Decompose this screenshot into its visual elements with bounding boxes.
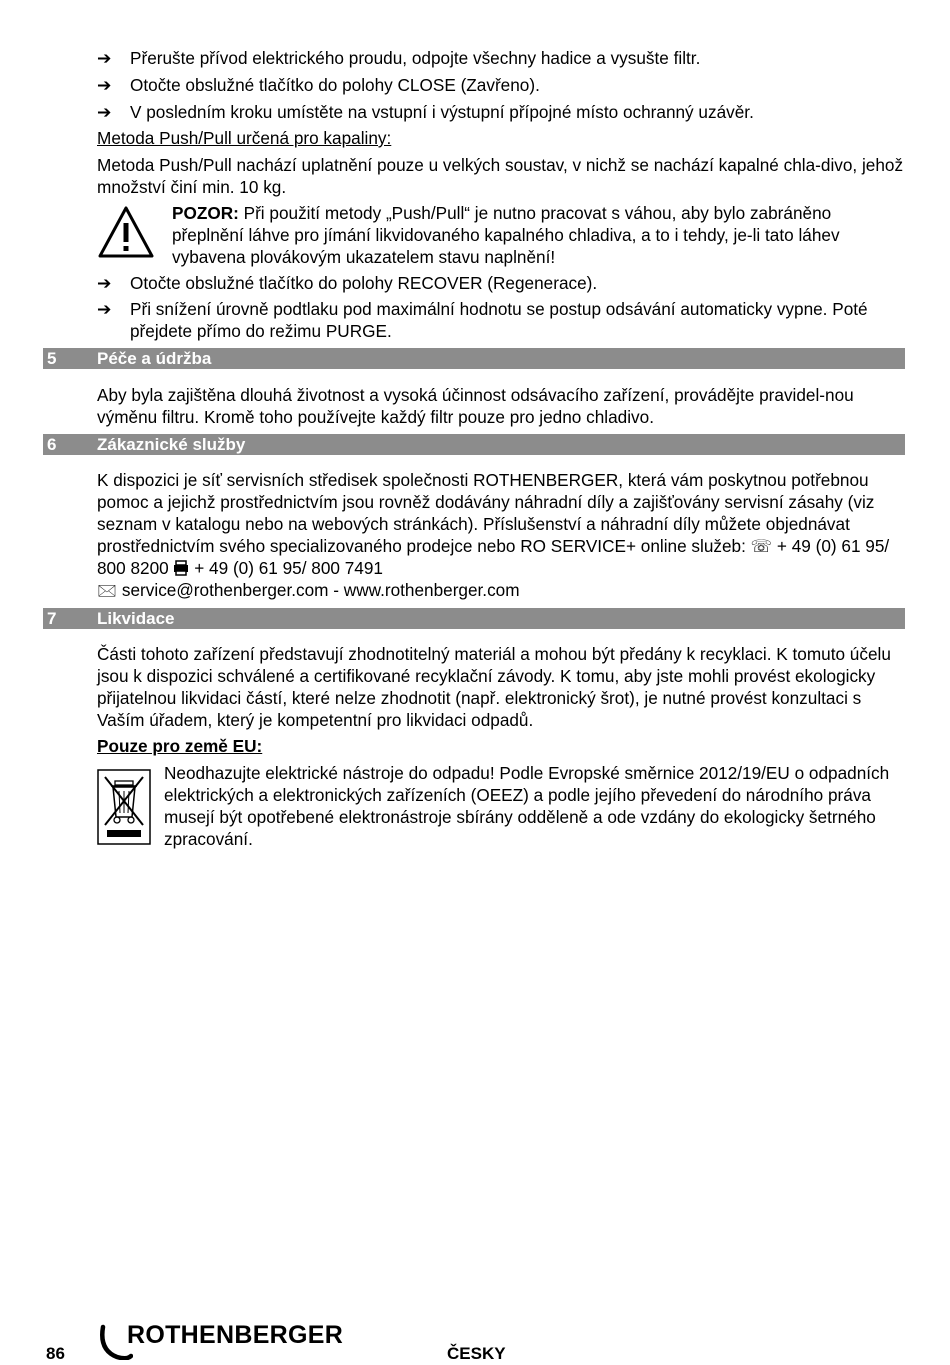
arrow-right-icon: ➔ [97, 102, 112, 122]
bullet-item [97, 47, 907, 69]
section-header-maintenance [43, 348, 905, 369]
section-number: 6 [47, 435, 57, 454]
weee-crossed-bin-icon [97, 769, 151, 845]
bullet-text: V posledním kroku umístěte na vstupní i výstupní přípojné místo ochranný uzávěr. [130, 102, 754, 122]
push-pull-paragraph: Metoda Push/Pull nachází uplatnění pouze u velkých soustav, v nichž se nachází kapalné chla-divo, jehož množství činí min. 10 kg. [97, 155, 904, 197]
arrow-right-icon: ➔ [97, 48, 112, 68]
warning-triangle-icon [97, 205, 155, 259]
bullet-item [97, 74, 907, 96]
arrow-right-icon: ➔ [97, 299, 112, 319]
logo-wordmark: ROTHENBERGER [127, 1321, 344, 1349]
page-number: 86 [46, 1344, 65, 1363]
phone-number: + 49 (0) 61 95/ 800 8200 [97, 536, 890, 578]
bullet-item [97, 298, 907, 342]
maintenance-paragraph: Aby byla zajištěna dlouhá životnost a vysoká účinnost odsávacího zařízení, provádějte pravidel-nou výměnu filtru. Kromě toho používejte každý filtr pouze pro jedno chladivo. [97, 385, 854, 427]
email-web-line[interactable]: service@rothenberger.com - www.rothenberger.com [117, 580, 520, 600]
bullet-text: Otočte obslužné tlačítko do polohy CLOSE (Zavřeno). [130, 75, 540, 95]
language-label: ČESKY [447, 1344, 506, 1363]
section-title: Péče a údržba [97, 349, 212, 368]
arrow-right-icon: ➔ [97, 75, 112, 95]
bullet-text: Při snížení úrovně podtlaku pod maximální hodnotu se postup odsávání automaticky vypne. Poté přejdete přímo do režimu PURGE. [130, 299, 868, 341]
warning-label: POZOR: [172, 203, 239, 223]
eu-heading: Pouze pro země EU: [97, 736, 263, 756]
customer-service-text: K dispozici je síť servisních středisek společnosti ROTHENBERGER, která vám poskytnou potřebnou pomoc a jejichž prostřednictvím jsou rovněž dodávány náhradní díly a zajišťovány servisní zásahy (viz seznam v katalogu nebo na webových stránkách). Příslušenství a náhradní díly můžete objednávat prostřednictvím svého specializovaného prodejce nebo RO SERVICE+ online služeb: [97, 470, 875, 556]
envelope-icon: 🖂 [97, 580, 118, 600]
eu-disposal-text: Neodhazujte elektrické nástroje do odpadu! Podle Evropské směrnice 2012/19/EU o odpadních elektrických a elektronických zařízeních (OEEZ) a podle jejího převedení do národního práva musejí být opotřebené elektronástroje sbírány odděleně a ode vzdány do ekologicky šetrného zpracování. [164, 763, 890, 849]
bullet-item [97, 272, 907, 294]
section-header-disposal [43, 608, 905, 629]
arrow-right-icon: ➔ [97, 273, 112, 293]
warning-block [172, 202, 907, 268]
rothenberger-logo [97, 1322, 357, 1360]
section-title: Likvidace [97, 609, 175, 628]
fax-icon [173, 560, 189, 576]
bullet-item [97, 101, 907, 123]
customer-service-paragraph [97, 469, 907, 601]
disposal-paragraph: Části tohoto zařízení představují zhodnotitelný materiál a mohou být předány k recyklaci. K tomuto účelu jsou k dispozici schválené a certifikované recyklační závody. K tomu, aby jste mohli provést ekologicky přijatelnou likvidaci částí, které nelze zhodnotit (např. elektronický šrot), je nutné provést konzultaci s Vaším úřadem, který je kompetentní pro likvidaci odpadů. [97, 644, 891, 730]
bullet-text: Přerušte přívod elektrického proudu, odpojte všechny hadice a vysušte filtr. [130, 48, 701, 68]
section-number: 5 [47, 349, 57, 368]
phone-icon: ☏ [750, 536, 773, 556]
warning-text: Při použití metody „Push/Pull“ je nutno pracovat s váhou, aby bylo zabráněno přeplnění láhve pro jímání likvidovaného kapalného chladiva, a to i tehdy, je-li tato láhev vybavena plovákovým ukazatelem stavu naplnění! [172, 203, 840, 267]
fax-number: + 49 (0) 61 95/ 800 7491 [189, 558, 383, 578]
section-header-customer-service [43, 434, 905, 455]
bullet-text: Otočte obslužné tlačítko do polohy RECOVER (Regenerace). [130, 273, 598, 293]
section-title: Zákaznické služby [97, 435, 246, 454]
section-number: 7 [47, 609, 57, 628]
push-pull-heading: Metoda Push/Pull určená pro kapaliny: [97, 128, 392, 148]
